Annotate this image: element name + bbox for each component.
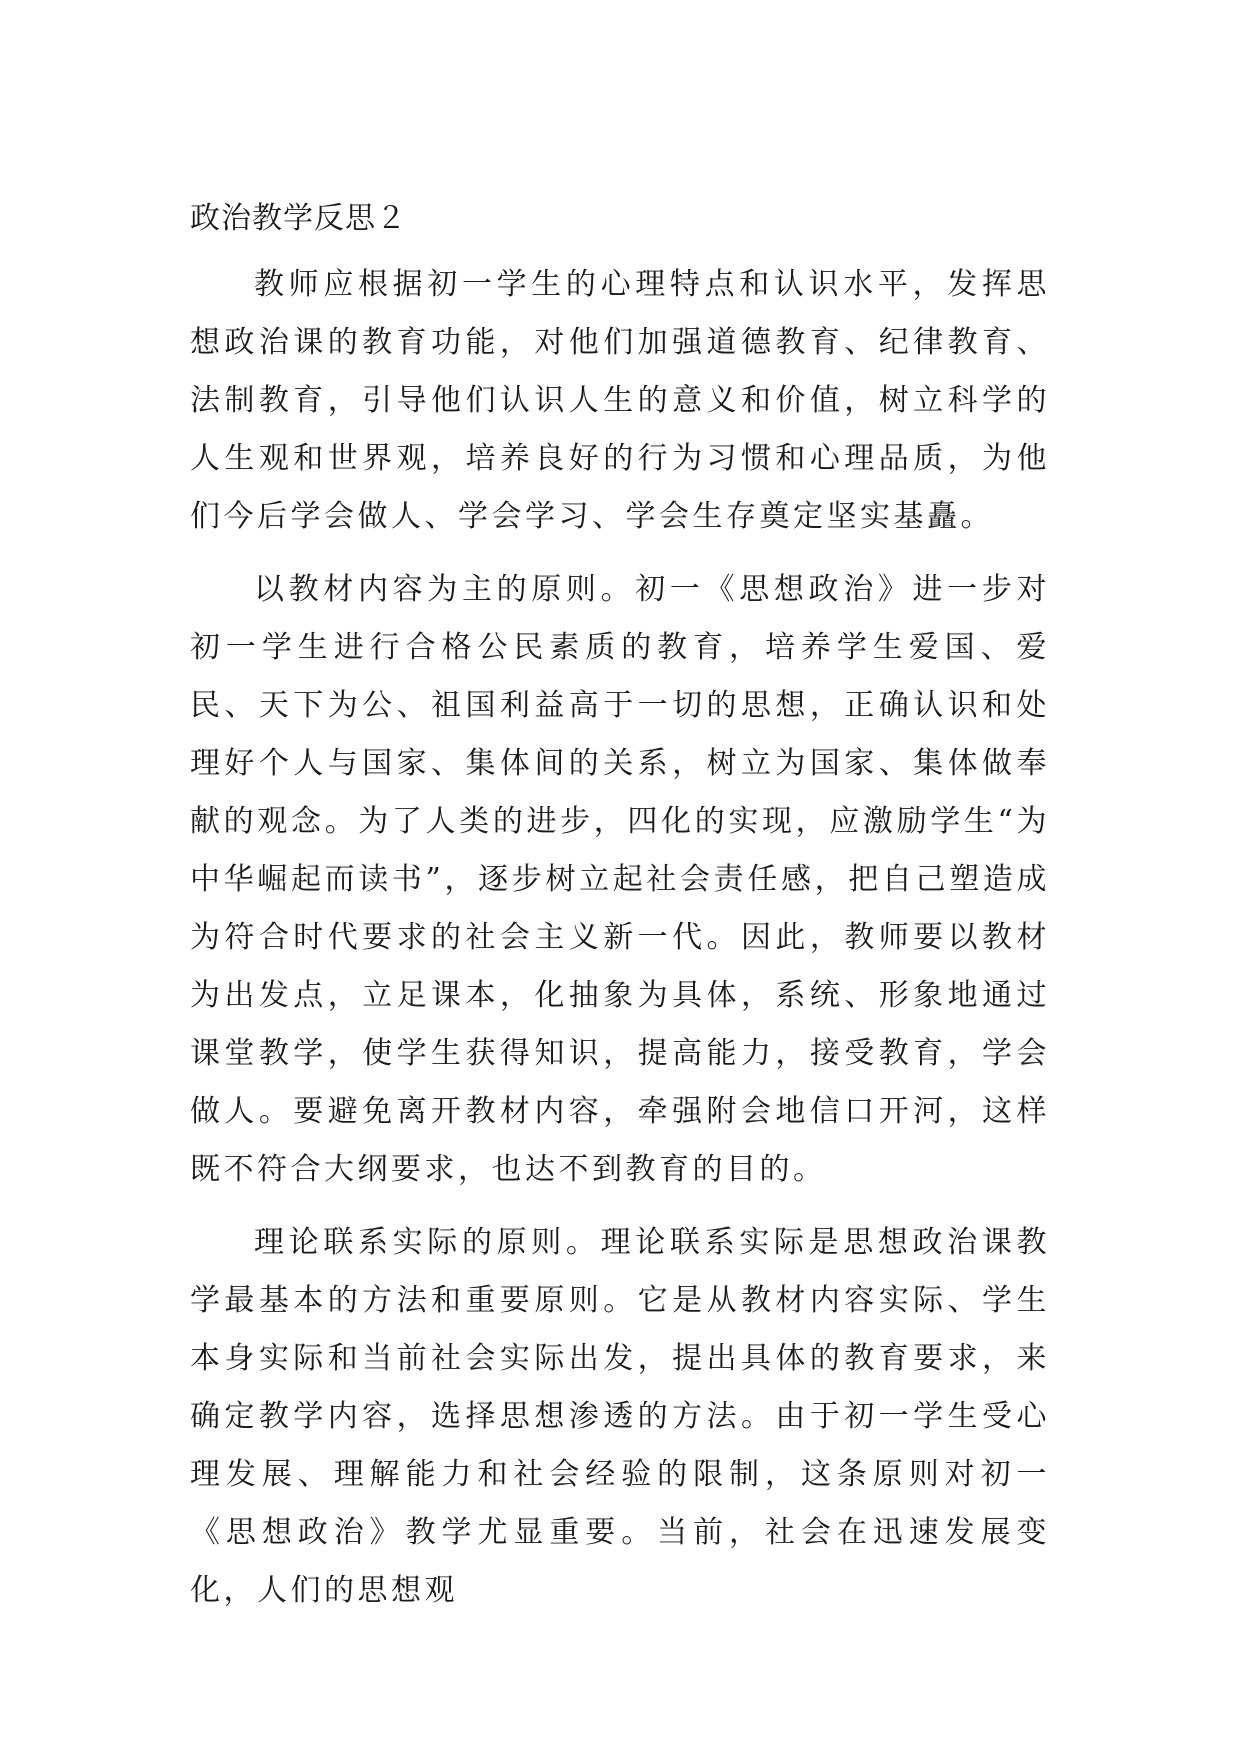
document-page: [190, 190, 1050, 1620]
document-title: 政治教学反思２: [190, 201, 407, 236]
paragraph-theory-practice-principle: 理论联系实际的原则。理论联系实际是思想政治课教学最基本的方法和重要原则。它是从教材内容实际、学生本身实际和当前社会实际出发，提出具体的教育要求，来确定教学内容，选择思想渗透的方法。由于初一学生受心理发展、理解能力和社会经验的限制，这条原则对初一《思想政治》教学尤显重要。当前，社会在迅速发展变化，人们的思想观: [190, 1225, 1050, 1608]
paragraph-teacher-role: 教师应根据初一学生的心理特点和认识水平，发挥思想政治课的教育功能，对他们加强道德教育、纪律教育、法制教育，引导他们认识人生的意义和价值，树立科学的人生观和世界观，培养良好的行为习惯和心理品质，为他们今后学会做人、学会学习、学会生存奠定坚实基矗。: [190, 267, 1050, 534]
paragraph-textbook-principle: 以教材内容为主的原则。初一《思想政治》进一步对初一学生进行合格公民素质的教育，培养学生爱国、爱民、天下为公、祖国利益高于一切的思想，正确认识和处理好个人与国家、集体间的关系，树立为国家、集体做奉献的观念。为了人类的进步，四化的实现，应激励学生“为中华崛起而读书”，逐步树立起社会责任感，把自己塑造成为符合时代要求的社会主义新一代。因此，教师要以教材为出发点，立足课本，化抽象为具体，系统、形象地通过课堂教学，使学生获得知识，提高能力，接受教育，学会做人。要避免离开教材内容，牵强附会地信口开河，这样既不符合大纲要求，也达不到教育的目的。: [190, 572, 1050, 1187]
